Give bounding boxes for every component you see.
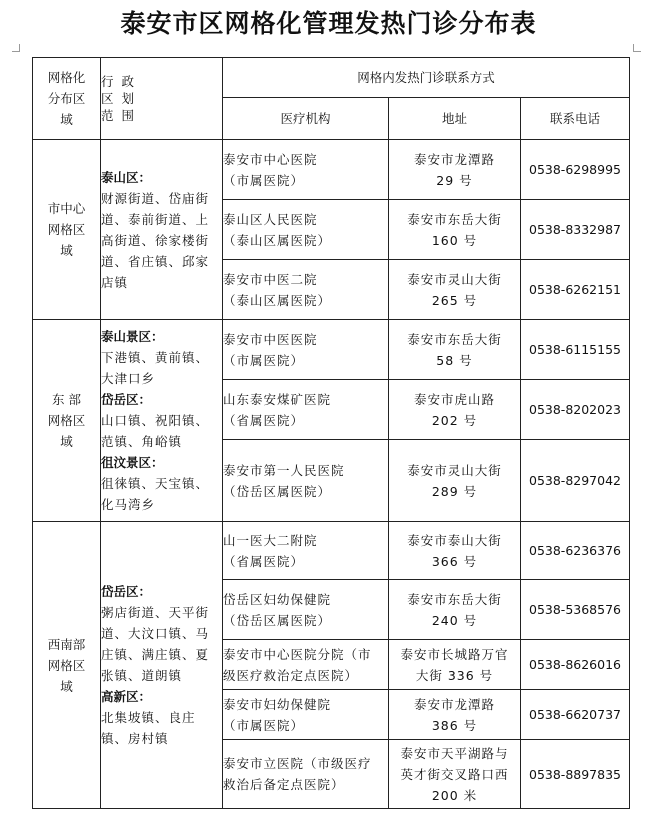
district-areas: 山口镇、祝阳镇、范镇、角峪镇 xyxy=(101,413,210,449)
institution-name: 泰安市第一人民医院 xyxy=(223,462,345,478)
institution-cell xyxy=(223,140,389,200)
address-line: 265 号 xyxy=(431,292,478,308)
region-name-line: 域 xyxy=(60,243,73,258)
institution-affiliation: （泰山区属医院） xyxy=(223,292,332,308)
address-cell xyxy=(389,440,521,522)
address-line: 泰安市灵山大街 xyxy=(407,462,502,478)
header-region-line: 域 xyxy=(60,112,73,127)
header-region-line: 网格化 xyxy=(47,70,86,85)
region-name xyxy=(33,522,101,809)
region-name-line: 西南部 xyxy=(47,636,86,652)
institution-cell xyxy=(223,260,389,320)
table-row xyxy=(33,140,630,200)
institution-cell xyxy=(223,200,389,260)
institution-name: 泰安市中医医院 xyxy=(223,331,318,347)
institution-name: 泰安市中医二院 xyxy=(223,271,318,287)
institution-affiliation: （岱岳区属医院） xyxy=(223,483,332,499)
region-name-line: 域 xyxy=(60,678,73,694)
address-cell xyxy=(389,260,521,320)
address-line: 泰安市龙潭路 xyxy=(413,151,495,167)
district-name: 岱岳区： xyxy=(101,392,152,407)
address-cell xyxy=(389,380,521,440)
institution-cell xyxy=(223,580,389,640)
district-areas: 徂徕镇、天宝镇、化马湾乡 xyxy=(101,476,210,512)
fever-clinic-table xyxy=(32,57,630,809)
phone-cell: 0538-8202023 xyxy=(521,380,630,440)
table-row xyxy=(33,320,630,380)
address-line: 泰安市泰山大街 xyxy=(407,532,502,548)
institution-name: 山东泰安煤矿医院 xyxy=(223,391,332,407)
address-cell xyxy=(389,200,521,260)
region-scope xyxy=(101,522,223,809)
institution-affiliation: （市属医院） xyxy=(223,172,305,188)
address-line: 240 号 xyxy=(431,612,478,628)
table-row xyxy=(33,522,630,580)
address-line: 29 号 xyxy=(436,172,473,188)
header-scope-line: 区划 xyxy=(101,91,143,106)
district-areas: 北集坡镇、良庄镇、房村镇 xyxy=(101,710,196,746)
institution-name: 泰安市妇幼保健院 xyxy=(223,696,332,712)
address-line: 泰安市龙潭路 xyxy=(413,696,495,712)
header-address: 地址 xyxy=(389,98,521,140)
institution-name: 泰安市中心医院 xyxy=(223,151,318,167)
address-line: 160 号 xyxy=(431,232,478,248)
header-region-line: 分布区 xyxy=(47,91,86,106)
district-name: 泰山区： xyxy=(101,169,152,185)
district-areas: 下港镇、黄前镇、大津口乡 xyxy=(101,350,210,386)
address-cell xyxy=(389,740,521,809)
institution-affiliation: （省属医院） xyxy=(223,412,305,428)
address-line: 泰安市灵山大街 xyxy=(407,271,502,287)
address-line: 泰安市东岳大街 xyxy=(407,331,502,347)
page-title: 泰安市区网格化管理发热门诊分布表 xyxy=(120,9,537,38)
institution-cell xyxy=(223,640,389,690)
phone-cell: 0538-8297042 xyxy=(521,440,630,522)
institution-affiliation: （泰山区属医院） xyxy=(223,232,332,248)
header-phone: 联系电话 xyxy=(521,98,630,140)
phone-cell: 0538-6262151 xyxy=(521,260,630,320)
phone-cell: 0538-6236376 xyxy=(521,522,630,580)
address-cell xyxy=(389,640,521,690)
region-name-line: 网格区 xyxy=(47,413,86,428)
institution-cell xyxy=(223,690,389,740)
address-line: 202 号 xyxy=(431,412,478,428)
institution-name: 泰山区人民医院 xyxy=(223,211,318,227)
region-name-line: 域 xyxy=(60,434,73,449)
address-line: 泰安市天平湖路与 xyxy=(400,745,509,761)
address-line: 泰安市长城路万官 xyxy=(400,646,509,662)
institution-affiliation: 救治后备定点医院） xyxy=(223,777,345,792)
header-institution: 医疗机构 xyxy=(223,98,389,140)
address-line: 泰安市东岳大街 xyxy=(407,591,502,607)
institution-affiliation: （市属医院） xyxy=(223,717,305,733)
address-line: 58 号 xyxy=(436,352,473,368)
region-name-line: 市中心 xyxy=(47,201,86,216)
header-scope-line: 范围 xyxy=(101,108,143,123)
address-line: 289 号 xyxy=(431,483,478,499)
district-areas: 财源街道、岱庙街道、泰前街道、上高街道、徐家楼街道、省庄镇、邱家店镇 xyxy=(101,190,210,290)
institution-cell xyxy=(223,740,389,809)
header-region xyxy=(33,58,101,140)
address-line: 大街 336 号 xyxy=(415,667,494,683)
phone-cell: 0538-8332987 xyxy=(521,200,630,260)
address-cell xyxy=(389,320,521,380)
address-line: 泰安市虎山路 xyxy=(413,391,495,407)
institution-name: 岱岳区妇幼保健院 xyxy=(223,591,332,607)
institution-affiliation: （省属医院） xyxy=(223,553,305,569)
institution-cell xyxy=(223,522,389,580)
header-contact-group: 网格内发热门诊联系方式 xyxy=(223,58,630,98)
address-line: 200 米 xyxy=(431,787,478,803)
district-name: 岱岳区： xyxy=(101,584,152,599)
institution-cell xyxy=(223,440,389,522)
address-line: 386 号 xyxy=(431,717,478,733)
address-line: 英才街交叉路口西 xyxy=(400,766,509,782)
region-name xyxy=(33,140,101,320)
phone-cell: 0538-8897835 xyxy=(521,740,630,809)
address-cell xyxy=(389,580,521,640)
institution-cell xyxy=(223,380,389,440)
address-cell xyxy=(389,522,521,580)
institution-cell xyxy=(223,320,389,380)
institution-affiliation: 级医疗救治定点医院） xyxy=(223,667,359,683)
address-line: 366 号 xyxy=(431,553,478,569)
phone-cell: 0538-8626016 xyxy=(521,640,630,690)
region-name xyxy=(33,320,101,522)
institution-name: 山一医大二附院 xyxy=(223,532,318,548)
region-name-line: 网格区 xyxy=(47,657,86,673)
phone-cell: 0538-6298995 xyxy=(521,140,630,200)
district-name: 高新区： xyxy=(101,689,152,704)
corner-mark-left xyxy=(12,44,20,52)
region-scope xyxy=(101,140,223,320)
region-scope xyxy=(101,320,223,522)
address-line: 泰安市东岳大街 xyxy=(407,211,502,227)
district-areas: 粥店街道、天平街道、大汶口镇、马庄镇、满庄镇、夏张镇、道朗镇 xyxy=(101,605,210,683)
institution-name: 泰安市中心医院分院（市 xyxy=(223,646,372,662)
address-cell xyxy=(389,140,521,200)
region-name-line: 东 部 xyxy=(52,392,81,407)
institution-affiliation: （岱岳区属医院） xyxy=(223,612,332,628)
header-scope xyxy=(101,58,223,140)
institution-name: 泰安市立医院（市级医疗 xyxy=(223,756,372,771)
institution-affiliation: （市属医院） xyxy=(223,352,305,368)
header-scope-line: 行政 xyxy=(101,74,143,89)
district-name: 泰山景区： xyxy=(101,329,164,344)
address-cell xyxy=(389,690,521,740)
phone-cell: 0538-6115155 xyxy=(521,320,630,380)
region-name-line: 网格区 xyxy=(47,222,86,237)
district-name: 徂汶景区： xyxy=(101,455,164,470)
phone-cell: 0538-6620737 xyxy=(521,690,630,740)
phone-cell: 0538-5368576 xyxy=(521,580,630,640)
corner-mark-right xyxy=(633,44,641,52)
